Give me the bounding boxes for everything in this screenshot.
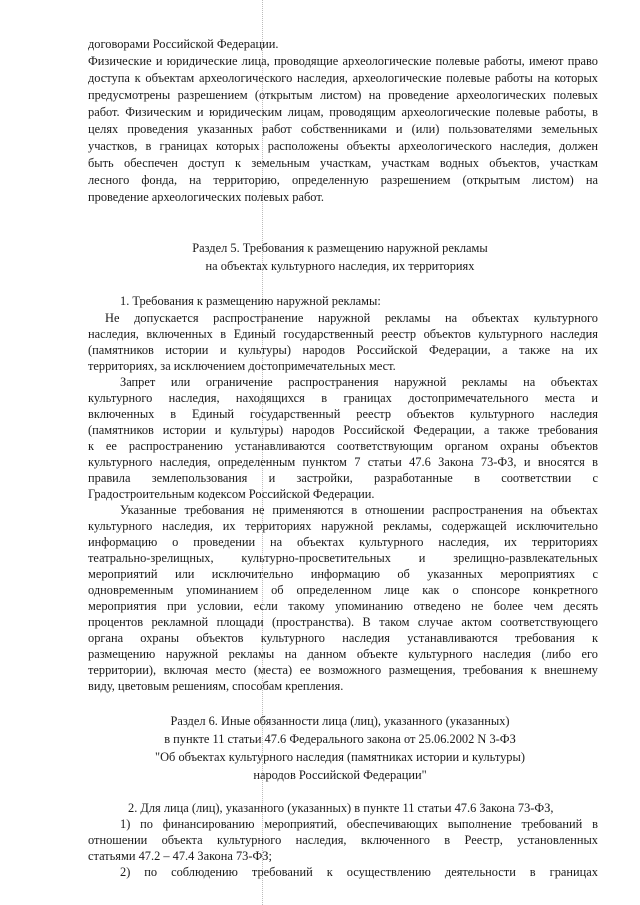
paragraph-line: работ. Физическим и юридическим лицам, проводящим археологические полевые работы, в — [88, 105, 598, 119]
paragraph-line: Градостроительным кодексом Российской Федерации. — [88, 487, 375, 501]
paragraph-line: процентов рекламной площади (пространства). В таком случае актом соответствующего — [88, 615, 598, 629]
paragraph-line: доступа к объектам археологического наследия, археологические полевые работы на которых — [88, 71, 598, 85]
paragraph-line: участков, в границах которых расположены объекты археологического наследия, должен — [88, 139, 598, 153]
paragraph-line: Не допускается распространение наружной рекламы на объектах культурного — [105, 311, 598, 325]
paragraph-line: (памятников истории и культуры) народов Российской Федерации, а также требования — [88, 423, 598, 437]
paragraph-line: 1) по финансированию мероприятий, обеспечивающих выполнение требований в — [120, 817, 598, 831]
paragraph-line: мероприятий или исключительно информацию об указанных мероприятиях с — [88, 567, 598, 581]
paragraph-line: размещению наружной рекламы на данном объекте культурного наследия (либо его — [88, 647, 598, 661]
paragraph-line: территориях, за исключением достопримечательных мест. — [88, 359, 396, 373]
paragraph-line: к ее распространению устанавливаются соответствующим органом охраны объектов — [88, 439, 598, 453]
paragraph-line: Физические и юридические лица, проводящие археологические полевые работы, имеют право — [88, 54, 598, 68]
section-heading: Раздел 6. Иные обязанности лица (лиц), указанного (указанных) — [170, 714, 510, 728]
paragraph-line: одновременным упоминанием об определенном лице как о спонсоре конкретного — [88, 583, 598, 597]
paragraph-line: мероприятия при условии, если такому упоминанию отведено не более чем десять — [88, 599, 598, 613]
paragraph-line: отношении объекта культурного наследия, включенного в Реестр, установленных — [88, 833, 598, 847]
paragraph-line: договорами Российской Федерации. — [88, 37, 279, 51]
paragraph-line: 2) по соблюдению требований к осуществлению деятельности в границах — [120, 865, 598, 879]
paragraph-line: проведение археологических полевых работ. — [88, 190, 324, 204]
section-heading: на объектах культурного наследия, их территориях — [205, 259, 475, 273]
paragraph-line: (памятников истории и культуры) народов Российской Федерации, а также на их — [88, 343, 598, 357]
section-heading: "Об объектах культурного наследия (памятниках истории и культуры) — [155, 750, 525, 764]
paragraph-line: лесного фонда, на территорию, определенную разрешением (открытым листом) на — [88, 173, 598, 187]
paragraph-line: правила землепользования и застройки, разработанные в соответствии с — [88, 471, 598, 485]
paragraph-line: театрально-зрелищных, культурно-просветительных и зрелищно-развлекательных — [88, 551, 598, 565]
paragraph-line: культурного наследия, их территориях наружной рекламы, содержащей исключительно — [88, 519, 598, 533]
paragraph-line: виду, цветовым решениям, способам крепления. — [88, 679, 344, 693]
paragraph-line: включенных в Единый государственный реестр объектов культурного наследия — [88, 407, 598, 421]
paragraph-line: быть обеспечен доступ к земельным участкам, участкам водных объектов, участкам — [88, 156, 598, 170]
section-heading: Раздел 5. Требования к размещению наружной рекламы — [192, 241, 488, 255]
paragraph-line: наследия, включенных в Единый государственный реестр объектов культурного наследия — [88, 327, 598, 341]
paragraph-line: Запрет или ограничение распространения наружной рекламы на объектах — [120, 375, 598, 389]
paragraph-line: целях проведения указанных работ собственниками и (или) пользователями земельных — [88, 122, 598, 136]
item-title: 2. Для лица (лиц), указанного (указанных) в пункте 11 статьи 47.6 Закона 73-ФЗ, — [128, 801, 554, 815]
paragraph-line: территории), включая место (места) ее возможного размещения, требования к внешнему — [88, 663, 598, 677]
paragraph-line: информацию о проведении на объектах культурного наследия, их территориях — [88, 535, 598, 549]
paragraph-line: культурного наследия, находящихся в границах достопримечательного места и — [88, 391, 598, 405]
paragraph-line: культурного наследия, определенным пунктом 7 статьи 47.6 Закона 73-ФЗ, и вносятся в — [88, 455, 598, 469]
section-heading: в пункте 11 статьи 47.6 Федерального закона от 25.06.2002 N 3-ФЗ — [164, 732, 516, 746]
item-title: 1. Требования к размещению наружной рекламы: — [120, 294, 381, 308]
section-heading: народов Российской Федерации" — [253, 768, 427, 782]
paragraph-line: предусмотрены разрешением (открытым листом) на проведение археологических полевых — [88, 88, 598, 102]
paragraph-line: органа охраны объектов культурного наследия устанавливаются требования к — [88, 631, 598, 645]
paragraph-line: Указанные требования не применяются в отношении распространения на объектах — [120, 503, 598, 517]
paragraph-line: статьями 47.2 – 47.4 Закона 73-ФЗ; — [88, 849, 272, 863]
